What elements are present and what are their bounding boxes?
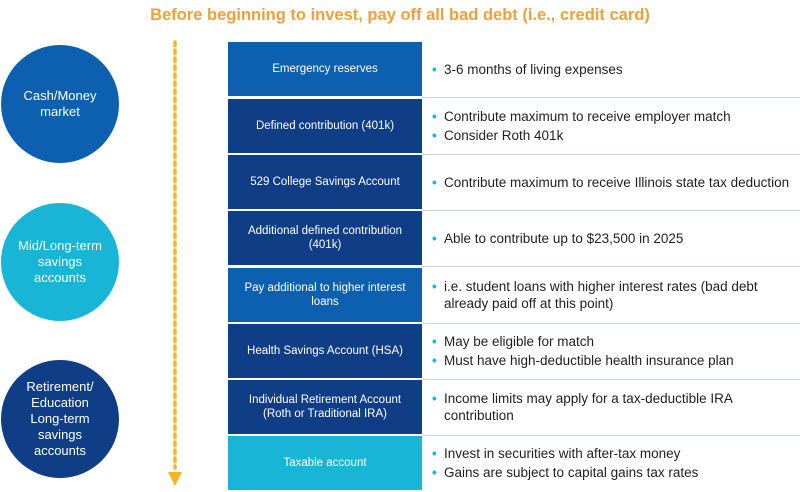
step-label: Emergency reserves — [228, 42, 422, 96]
bullet-dot-icon: • — [432, 174, 437, 190]
category-label: Cash/Money market — [23, 88, 97, 119]
bullet-item — [432, 445, 800, 462]
step-label: Defined contribution (401k) — [228, 99, 422, 153]
step-row — [228, 211, 800, 265]
row-divider — [422, 97, 800, 98]
bullet-text: May be eligible for match — [444, 334, 595, 349]
category-circle-mid-long-term — [1, 203, 119, 321]
bullet-dot-icon: • — [432, 334, 437, 349]
bullet-dot-icon: • — [432, 465, 437, 480]
step-row — [228, 268, 800, 322]
bullet-dot-icon: • — [432, 109, 437, 124]
bullet-item — [432, 464, 800, 481]
category-label: Retirement/ Education Long-term savings accounts — [26, 379, 94, 458]
category-label: Mid/Long-term savings accounts — [18, 238, 102, 285]
step-details — [422, 324, 800, 378]
bullet-item — [432, 390, 800, 424]
step-details — [422, 268, 800, 322]
bullet-text: Income limits may apply for a tax-deductible IRA contribution — [444, 391, 733, 423]
bullet-dot-icon: • — [432, 446, 437, 461]
bullet-item — [432, 333, 800, 350]
bullet-text: Gains are subject to capital gains tax rates — [444, 465, 699, 480]
step-row — [228, 155, 800, 209]
bullet-text: Invest in securities with after-tax money — [444, 446, 681, 461]
bullet-dot-icon: • — [432, 353, 437, 368]
step-details — [422, 211, 800, 265]
bullet-item — [432, 108, 800, 125]
step-details — [422, 99, 800, 153]
headline: Before beginning to invest, pay off all bad debt (i.e., credit card) — [150, 6, 650, 24]
bullet-text: 3-6 months of living expenses — [444, 61, 623, 77]
step-label: Health Savings Account (HSA) — [228, 324, 422, 378]
step-label: Pay additional to higher interest loans — [228, 268, 422, 322]
category-circle-cash — [1, 45, 119, 163]
bullet-dot-icon: • — [432, 61, 437, 77]
bullet-text: Consider Roth 401k — [444, 128, 564, 143]
step-details — [422, 436, 800, 490]
bullet-item — [432, 352, 800, 369]
step-row — [228, 324, 800, 378]
bullet-dot-icon: • — [432, 230, 437, 246]
step-row — [228, 380, 800, 434]
step-row — [228, 436, 800, 490]
bullet-text: Able to contribute up to $23,500 in 2025 — [444, 230, 684, 246]
category-circle-retirement — [1, 360, 119, 478]
step-row — [228, 99, 800, 153]
bullet-item — [432, 127, 800, 144]
step-label: 529 College Savings Account — [228, 155, 422, 209]
bullet-item — [432, 230, 800, 247]
step-details — [422, 380, 800, 434]
bullet-item — [432, 174, 800, 191]
step-row — [228, 42, 800, 96]
step-label: Individual Retirement Account (Roth or Traditional IRA) — [228, 380, 422, 434]
bullet-text: Must have high-deductible health insurance plan — [444, 353, 734, 368]
bullet-item — [432, 278, 800, 312]
bullet-text: Contribute maximum to receive employer match — [444, 109, 731, 124]
step-label: Additional defined contribution (401k) — [228, 211, 422, 265]
bullet-dot-icon: • — [432, 128, 437, 143]
bullet-dot-icon: • — [432, 279, 437, 294]
step-details — [422, 155, 800, 209]
bullet-dot-icon: • — [432, 391, 437, 406]
bullet-text: i.e. student loans with higher interest rates (bad debt already paid off at this point) — [444, 279, 758, 311]
step-details — [422, 42, 800, 96]
step-label: Taxable account — [228, 436, 422, 490]
bullet-text: Contribute maximum to receive Illinois state tax deduction — [444, 174, 790, 190]
row-divider — [422, 266, 800, 267]
dotted-down-arrow-icon — [168, 40, 182, 490]
bullet-item — [432, 61, 800, 78]
